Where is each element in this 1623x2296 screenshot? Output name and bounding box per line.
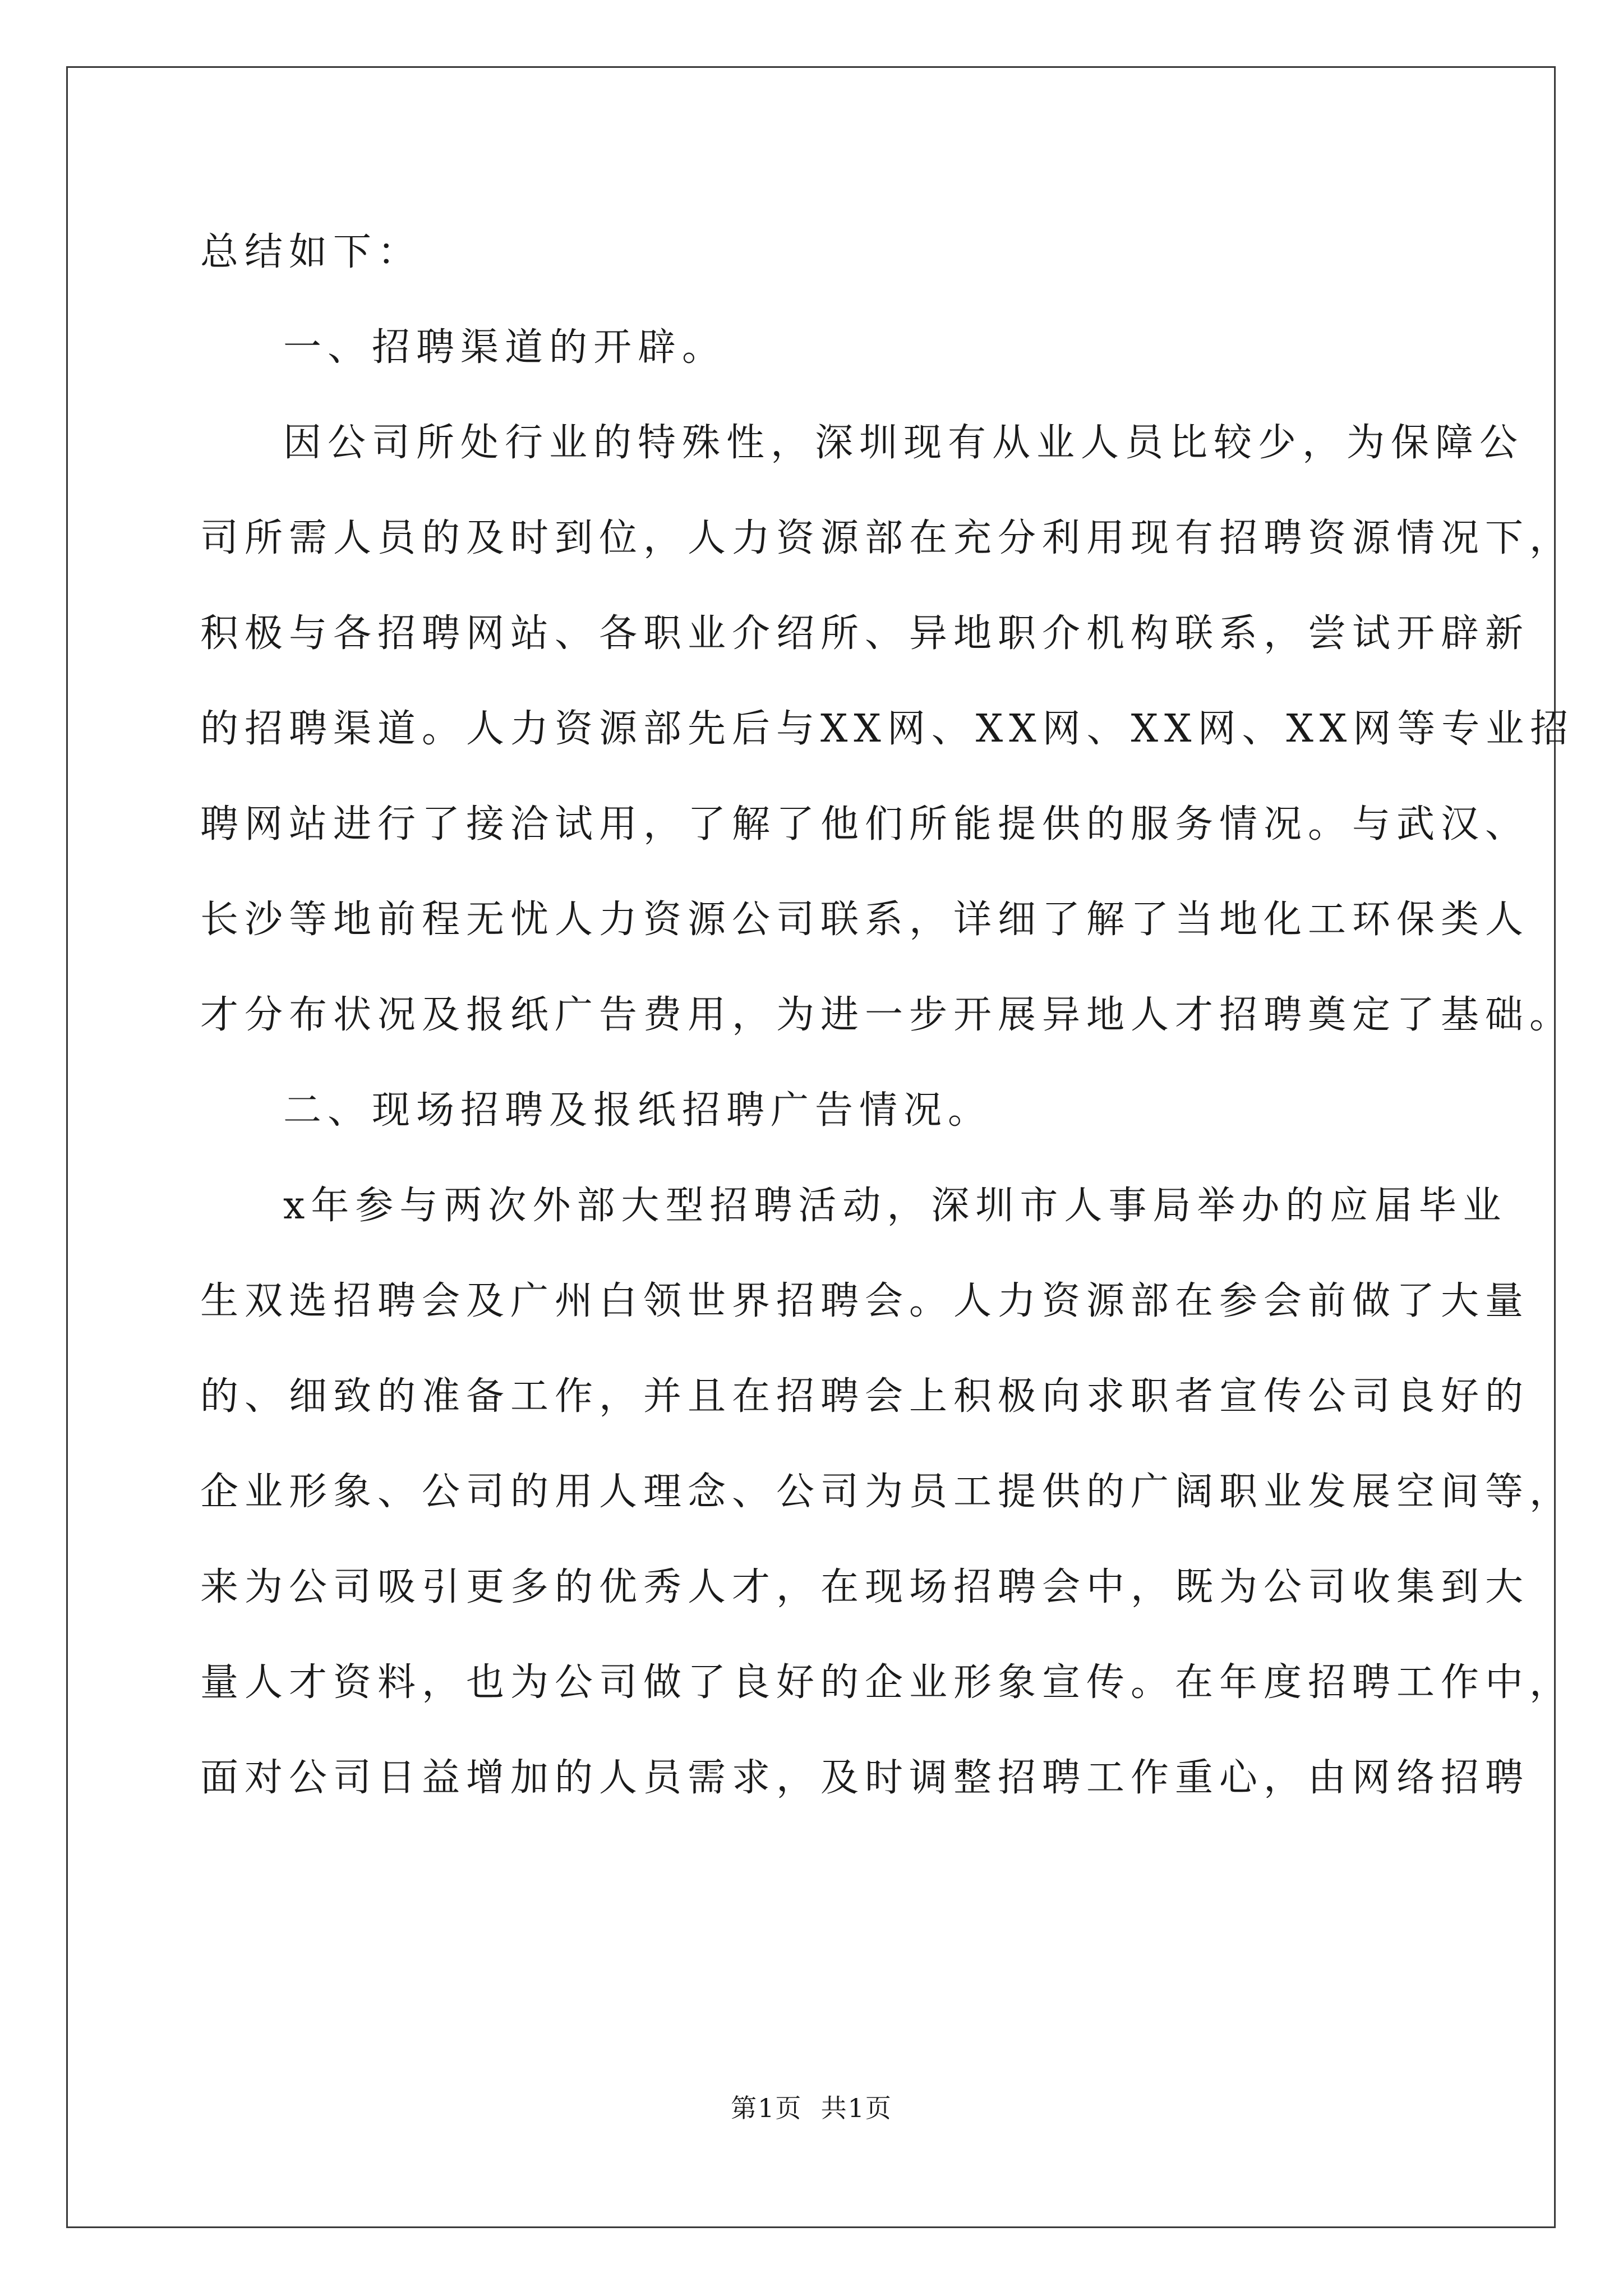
text-line: 因公司所处行业的特殊性，深圳现有从业人员比较少，为保障公 xyxy=(283,421,1524,465)
text-line: 司所需人员的及时到位，人力资源部在充分利用现有招聘资源情况下， xyxy=(200,516,1574,560)
text-line: 聘网站进行了接洽试用，了解了他们所能提供的服务情况。与武汉、 xyxy=(200,802,1530,846)
text-line: 面对公司日益增加的人员需求，及时调整招聘工作重心，由网络招聘 xyxy=(200,1756,1530,1800)
text-line: x年参与两次外部大型招聘活动，深圳市人事局举办的应届毕业 xyxy=(283,1184,1507,1228)
text-line: 的招聘渠道。人力资源部先后与XX网、XX网、XX网、XX网等专业招 xyxy=(200,707,1575,751)
text-line: 的、细致的准备工作，并且在招聘会上积极向求职者宣传公司良好的 xyxy=(200,1374,1530,1419)
text-line: 来为公司吸引更多的优秀人才，在现场招聘会中，既为公司收集到大 xyxy=(200,1565,1530,1609)
section-heading: 一、招聘渠道的开辟。 xyxy=(283,325,727,370)
text-line: 才分布状况及报纸广告费用，为进一步开展异地人才招聘奠定了基础。 xyxy=(200,993,1574,1037)
text-line: 总结如下： xyxy=(200,230,422,274)
text-line: 长沙等地前程无忧人力资源公司联系，详细了解了当地化工环保类人 xyxy=(200,898,1530,942)
page-footer: 第1页 共1页 xyxy=(731,2093,892,2123)
text-line: 积极与各招聘网站、各职业介绍所、异地职介机构联系，尝试开辟新 xyxy=(200,611,1530,656)
section-heading: 二、现场招聘及报纸招聘广告情况。 xyxy=(283,1088,993,1133)
document-body xyxy=(200,216,1575,1837)
text-line: 量人才资料，也为公司做了良好的企业形象宣传。在年度招聘工作中， xyxy=(200,1660,1574,1705)
text-line: 企业形象、公司的用人理念、公司为员工提供的广阔职业发展空间等， xyxy=(200,1470,1574,1514)
text-line: 生双选招聘会及广州白领世界招聘会。人力资源部在参会前做了大量 xyxy=(200,1279,1530,1323)
